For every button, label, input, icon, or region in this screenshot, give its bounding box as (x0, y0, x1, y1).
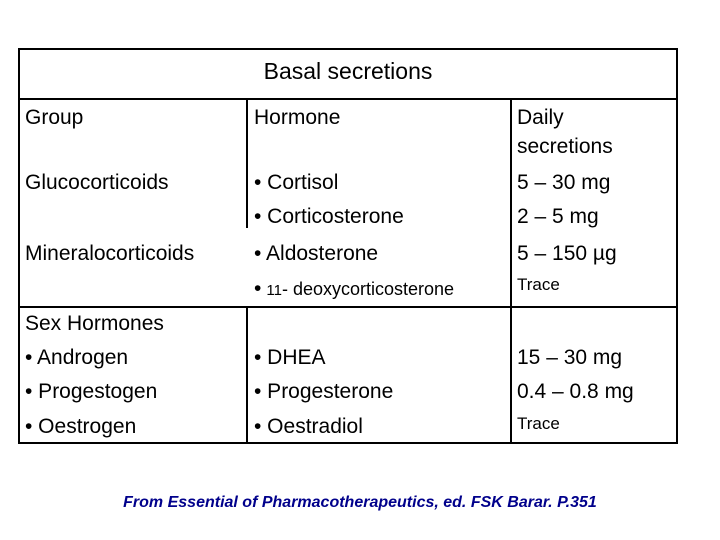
table-title: Basal secretions (263, 58, 433, 84)
hormone-deoxycorticosterone (254, 272, 454, 308)
header-daily-line2: secretions (517, 135, 613, 158)
column-divider (246, 100, 248, 228)
column-divider (246, 308, 248, 444)
hormone-aldosterone: • Aldosterone (254, 242, 379, 265)
header-daily-line1: Daily (517, 106, 564, 129)
deoxy-text: - deoxycorticosterone (281, 279, 455, 299)
table-title-row (20, 50, 676, 100)
header-hormone: Hormone (254, 106, 341, 129)
source-caption: From Essential of Pharmacotherapeutics, ed. FSK Barar. P.351 (123, 494, 597, 511)
hormone-dhea: • DHEA (254, 346, 326, 369)
group-mineralocorticoids: Mineralocorticoids (25, 242, 195, 265)
column-divider (510, 308, 512, 444)
group-oestrogen: • Oestrogen (25, 415, 137, 438)
group-glucocorticoids: Glucocorticoids (25, 171, 169, 194)
header-group: Group (25, 106, 84, 129)
prefix-number: 11 (266, 282, 282, 299)
column-divider (510, 228, 512, 308)
hormone-progesterone: • Progesterone (254, 380, 394, 403)
daily-aldosterone: 5 – 150 µg (517, 242, 617, 265)
group-sex-hormones: Sex Hormones (25, 312, 164, 335)
hormone-oestradiol: • Oestradiol (254, 415, 363, 438)
hormone-cortisol: • Cortisol (254, 171, 339, 194)
daily-deoxycorticosterone: Trace (517, 275, 560, 294)
daily-progesterone: 0.4 – 0.8 mg (517, 380, 634, 403)
bullet: • (254, 277, 262, 300)
daily-cortisol: 5 – 30 mg (517, 171, 611, 194)
daily-corticosterone: 2 – 5 mg (517, 205, 599, 228)
daily-oestradiol: Trace (517, 414, 560, 433)
group-androgen: • Androgen (25, 346, 129, 369)
group-progestogen: • Progestogen (25, 380, 158, 403)
hormone-corticosterone: • Corticosterone (254, 205, 404, 228)
column-divider (510, 100, 512, 228)
daily-dhea: 15 – 30 mg (517, 346, 623, 369)
